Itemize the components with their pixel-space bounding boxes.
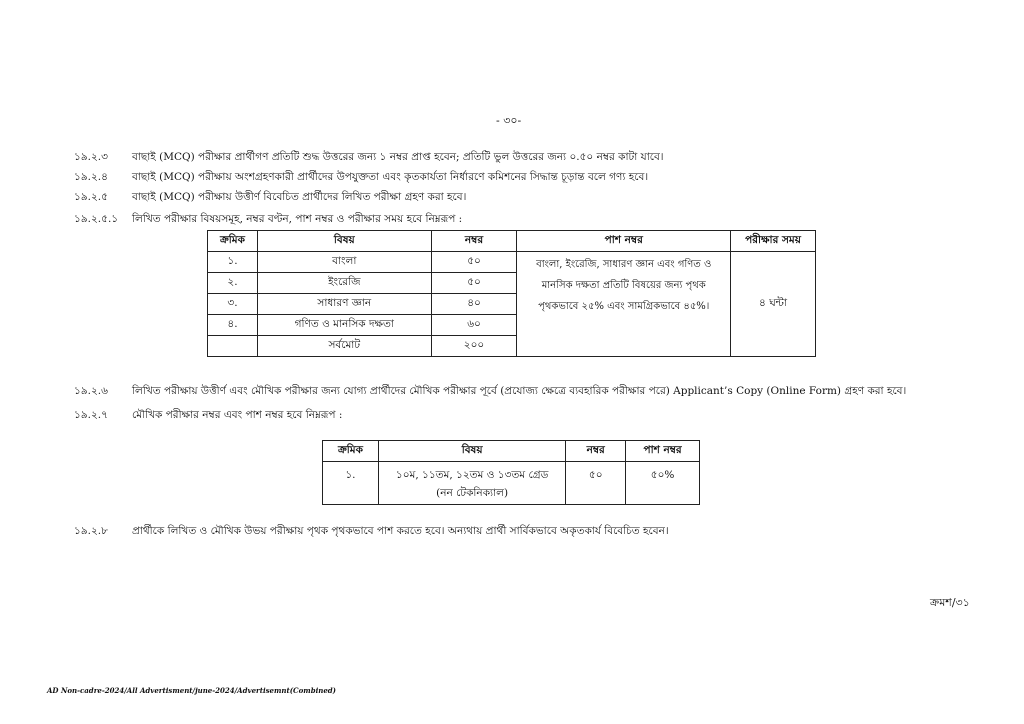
clause-number: ১৯.২.৫: [74, 191, 108, 203]
header-serial: ক্রমিক: [208, 231, 258, 252]
cell-pass: ৫০%: [626, 462, 700, 505]
cell-serial-empty: [208, 336, 258, 357]
header-pass: পাশ নম্বর: [626, 441, 700, 462]
cell-marks: ৫০: [431, 273, 517, 294]
clause-number: ১৯.২.৮: [74, 525, 108, 537]
cell-serial: ১.: [323, 462, 379, 505]
clause-19-2-5-1: [74, 212, 462, 229]
continued-marker: ক্রমশ/৩১: [930, 596, 970, 609]
header-subject: বিষয়: [378, 441, 565, 462]
page-number: - ৩০-: [496, 114, 522, 127]
cell-exam-time: ৪ ঘন্টা: [731, 252, 816, 357]
table-header-row: [323, 441, 700, 462]
clause-text: লিখিত পরীক্ষার বিষয়সমূহ, নম্বর বণ্টন, পাশ নম্বর ও পরীক্ষার সময় হবে নিম্নরূপ :: [132, 213, 463, 225]
clause-text: বাছাই (MCQ) পরীক্ষার প্রার্থীগণ প্রতিটি শুদ্ধ উত্তরের জন্য ১ নম্বর প্রাপ্ত হবেন; প্রতিটি ভুল উত্তরের জন্য ০.৫০ নম্বর কাটা যাবে।: [132, 151, 664, 163]
header-marks: নম্বর: [566, 441, 626, 462]
written-exam-table: [207, 230, 816, 357]
header-marks: নম্বর: [431, 231, 517, 252]
cell-serial: ১.: [208, 252, 258, 273]
clause-19-2-6: [74, 384, 906, 401]
header-time: পরীক্ষার সময়: [731, 231, 816, 252]
clause-text: প্রার্থীকে লিখিত ও মৌখিক উভয় পরীক্ষায় পৃথক পৃথকভাবে পাশ করতে হবে। অন্যথায় প্রার্থী সার্বিকভাবে অকৃতকার্য বিবেচিত হবেন।: [132, 525, 669, 537]
cell-marks: ৫০: [431, 252, 517, 273]
subject-line-1: ১০ম, ১১তম, ১২তম ও ১৩তম গ্রেড: [395, 469, 549, 481]
clause-text: লিখিত পরীক্ষায় উত্তীর্ণ এবং মৌখিক পরীক্ষার জন্য যোগ্য প্রার্থীদের মৌখিক পরীক্ষার পূর্বে (প্রযোজ্য ক্ষেত্রে ব্যবহারিক পরীক্ষার পরে) Applicant’s Copy (Online Form) গ্রহণ করা হবে।: [132, 385, 907, 397]
table-header-row: [208, 231, 816, 252]
clause-number: ১৯.২.৭: [74, 409, 108, 421]
subject-line-2: (নন টেকনিক্যাল): [436, 487, 509, 499]
header-pass: পাশ নম্বর: [517, 231, 731, 252]
cell-subject: সাধারণ জ্ঞান: [257, 294, 431, 315]
cell-serial: ৩.: [208, 294, 258, 315]
cell-serial: ৪.: [208, 315, 258, 336]
clause-19-2-3: [74, 150, 664, 167]
header-serial: ক্রমিক: [323, 441, 379, 462]
header-subject: বিষয়: [257, 231, 431, 252]
clause-19-2-8: [74, 524, 669, 541]
viva-exam-table: [322, 440, 700, 505]
table-row: [323, 462, 700, 505]
clause-19-2-5: [74, 190, 466, 207]
table-row: [208, 252, 816, 273]
cell-subject: ইংরেজি: [257, 273, 431, 294]
clause-19-2-4: [74, 170, 648, 187]
cell-serial: ২.: [208, 273, 258, 294]
cell-marks: ৪০: [431, 294, 517, 315]
clause-number: ১৯.২.৬: [74, 385, 108, 397]
cell-pass-rule: বাংলা, ইংরেজি, সাধারণ জ্ঞান এবং গণিত ও মানসিক দক্ষতা প্রতিটি বিষয়ের জন্য পৃথক পৃথকভাবে ২৫% এবং সামগ্রিকভাবে ৪৫%।: [517, 252, 731, 357]
clause-number: ১৯.২.৪: [74, 171, 108, 183]
clause-text: মৌখিক পরীক্ষার নম্বর এবং পাশ নম্বর হবে নিম্নরূপ :: [132, 409, 343, 421]
cell-subject: [378, 462, 565, 505]
cell-total-label: সর্বমোট: [257, 336, 431, 357]
cell-total-marks: ২০০: [431, 336, 517, 357]
cell-marks: ৬০: [431, 315, 517, 336]
clause-text: বাছাই (MCQ) পরীক্ষায় অংশগ্রহণকারী প্রার্থীদের উপযুক্ততা এবং কৃতকার্যতা নির্ধারণে কমিশনের সিদ্ধান্ত চূড়ান্ত বলে গণ্য হবে।: [132, 171, 649, 183]
clause-19-2-7: [74, 408, 342, 425]
cell-subject: গণিত ও মানসিক দক্ষতা: [257, 315, 431, 336]
footer-path: AD Non-cadre-2024/All Advertisment/june-2024/Advertisemnt(Combined): [47, 686, 336, 695]
cell-subject: বাংলা: [257, 252, 431, 273]
clause-number: ১৯.২.৫.১: [74, 213, 119, 225]
clause-number: ১৯.২.৩: [74, 151, 108, 163]
clause-text: বাছাই (MCQ) পরীক্ষায় উত্তীর্ণ বিবেচিত প্রার্থীদের লিখিত পরীক্ষা গ্রহণ করা হবে।: [132, 191, 467, 203]
cell-marks: ৫০: [566, 462, 626, 505]
